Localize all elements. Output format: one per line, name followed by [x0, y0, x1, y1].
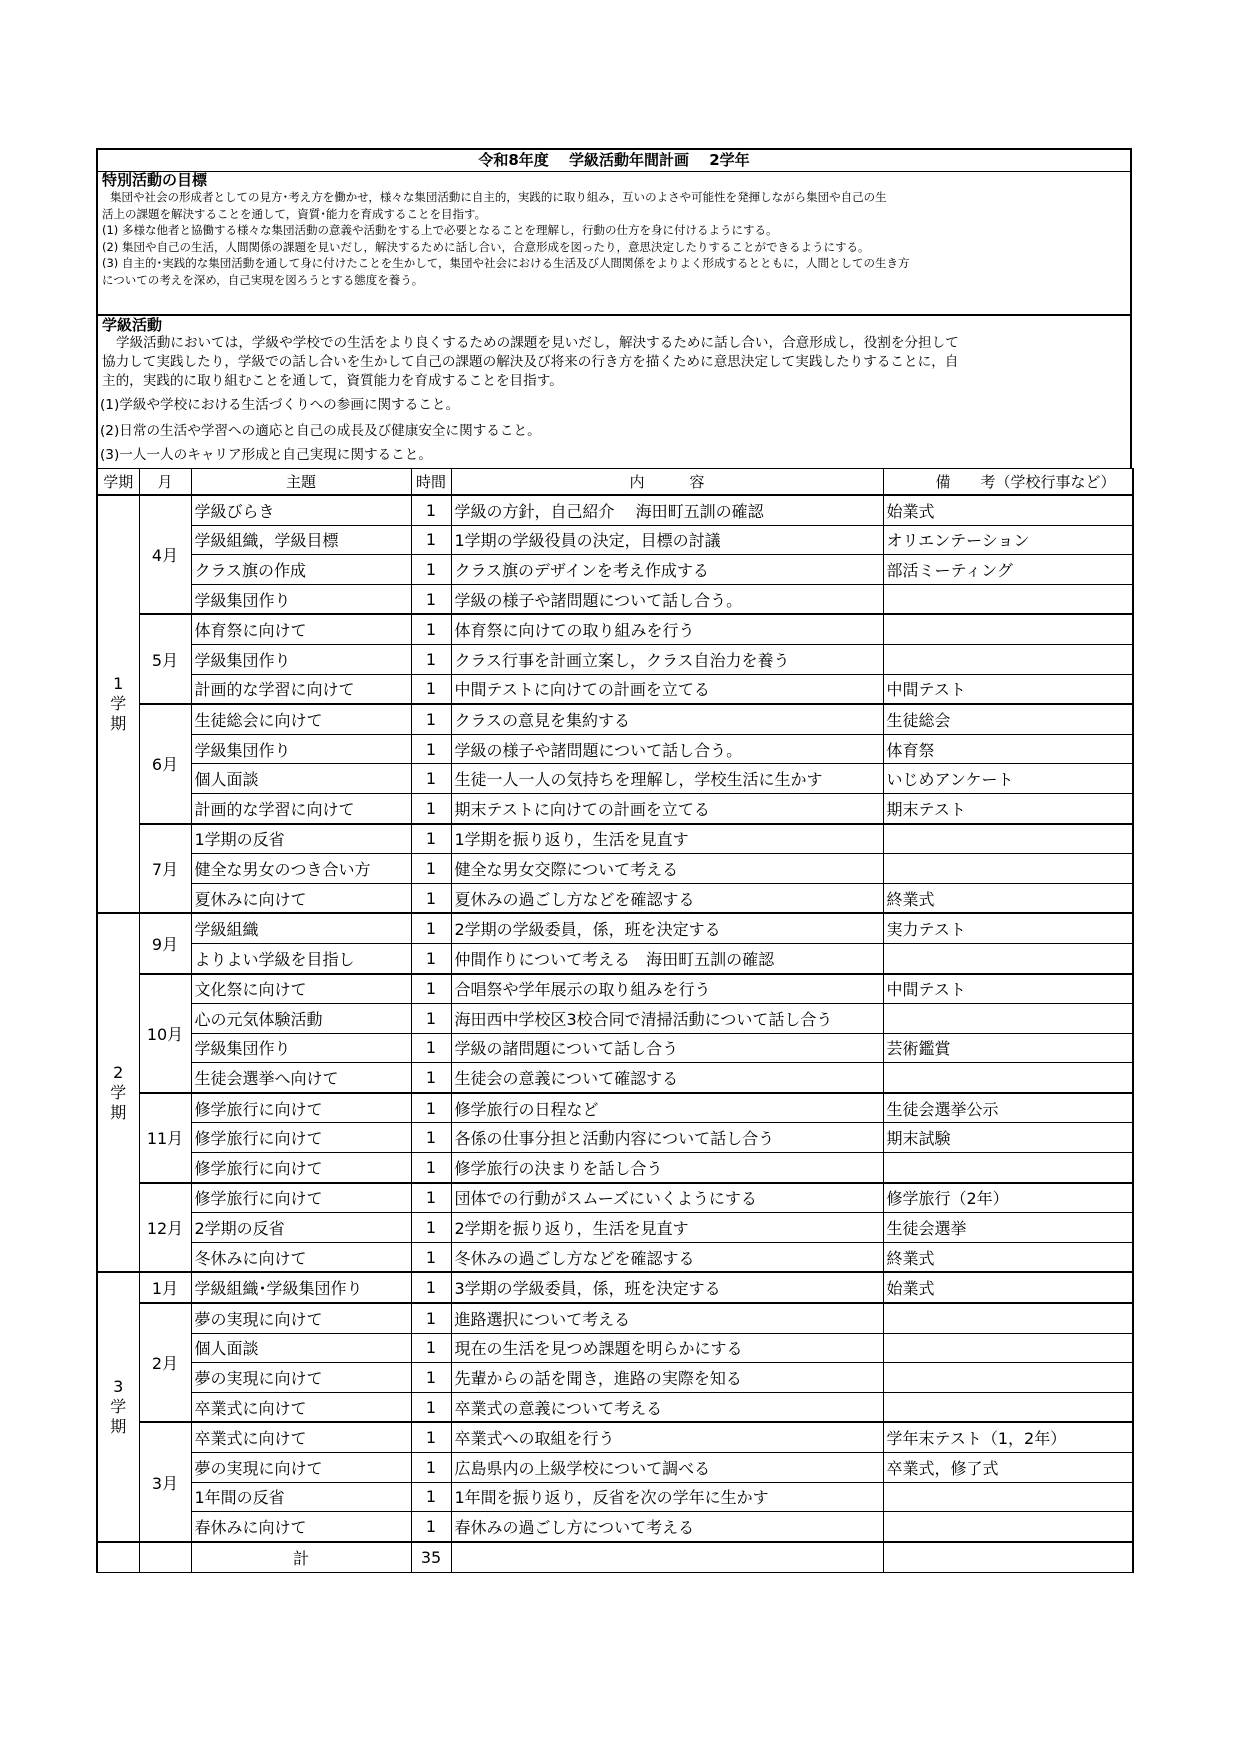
- term-label-char: 学: [110, 694, 127, 714]
- table-row: [97, 1392, 1133, 1422]
- hours-cell: 1: [411, 1272, 451, 1303]
- class-activity-section: [96, 316, 1132, 468]
- content-cell: 生徒会の意義について確認する: [451, 1063, 883, 1093]
- class-activity-item: (3)一人一人のキャリア形成と自己実現に関すること。: [100, 447, 432, 463]
- theme-cell: 学級組織，学級目標: [191, 525, 411, 555]
- notes-cell: 始業式: [883, 1272, 1133, 1303]
- hours-cell: 1: [411, 1453, 451, 1483]
- content-cell: 卒業式への取組を行う: [451, 1422, 883, 1452]
- hours-cell: 1: [411, 1363, 451, 1393]
- theme-cell: 個人面談: [191, 1333, 411, 1363]
- header-hours: 時間: [411, 469, 451, 496]
- content-cell: 体育祭に向けての取り組みを行う: [451, 614, 883, 644]
- notes-cell: 期末テスト: [883, 793, 1133, 823]
- table-row: [97, 1333, 1133, 1363]
- month-label: 2月: [139, 1303, 191, 1422]
- table-row: [97, 1363, 1133, 1393]
- theme-cell: 修学旅行に向けて: [191, 1093, 411, 1123]
- table-header-row: [97, 469, 1133, 496]
- month-label: 9月: [139, 913, 191, 973]
- notes-cell: 部活ミーティング: [883, 555, 1133, 585]
- hours-cell: 1: [411, 854, 451, 884]
- content-cell: 期末テストに向けての計画を立てる: [451, 793, 883, 823]
- hours-cell: 1: [411, 883, 451, 913]
- content-cell: 学級の諸問題について話し合う: [451, 1033, 883, 1063]
- notes-cell: 卒業式，修了式: [883, 1453, 1133, 1483]
- table-row: [97, 764, 1133, 794]
- notes-cell: 体育祭: [883, 734, 1133, 764]
- theme-cell: 健全な男女のつき合い方: [191, 854, 411, 884]
- content-cell: 団体での行動がスムーズにいくようにする: [451, 1183, 883, 1213]
- theme-cell: クラス旗の作成: [191, 555, 411, 585]
- theme-cell: 文化祭に向けて: [191, 974, 411, 1004]
- theme-cell: 夢の実現に向けて: [191, 1303, 411, 1333]
- table-row: [97, 1242, 1133, 1272]
- header-content: 内 容: [451, 469, 883, 496]
- theme-cell: 夢の実現に向けて: [191, 1363, 411, 1393]
- table-row: [97, 793, 1133, 823]
- notes-cell: [883, 1303, 1133, 1333]
- notes-cell: 中間テスト: [883, 974, 1133, 1004]
- content-cell: 各係の仕事分担と活動内容について話し合う: [451, 1123, 883, 1153]
- term-label-char: 1: [113, 674, 124, 694]
- table-row: [97, 1303, 1133, 1333]
- hours-cell: 1: [411, 764, 451, 794]
- theme-cell: 学級組織: [191, 913, 411, 943]
- table-row: [97, 943, 1133, 973]
- table-body: [97, 495, 1133, 1542]
- month-label: 1月: [139, 1272, 191, 1303]
- month-label: 3月: [139, 1422, 191, 1541]
- header-theme: 主題: [191, 469, 411, 496]
- month-label: 4月: [139, 495, 191, 614]
- hours-cell: 1: [411, 1004, 451, 1034]
- content-cell: 先輩からの話を聞き，進路の実際を知る: [451, 1363, 883, 1393]
- theme-cell: 春休みに向けて: [191, 1512, 411, 1542]
- table-row: [97, 974, 1133, 1004]
- table-row: [97, 495, 1133, 525]
- table-row: [97, 1063, 1133, 1093]
- content-cell: クラスの意見を集約する: [451, 704, 883, 734]
- hours-cell: 1: [411, 1093, 451, 1123]
- content-cell: 1学期を振り返り，生活を見直す: [451, 824, 883, 854]
- notes-cell: [883, 1004, 1133, 1034]
- theme-cell: 学級集団作り: [191, 644, 411, 674]
- term-label-char: 期: [110, 1417, 127, 1437]
- hours-cell: 1: [411, 1422, 451, 1452]
- hours-cell: 1: [411, 824, 451, 854]
- content-cell: 中間テストに向けての計画を立てる: [451, 674, 883, 704]
- hours-cell: 1: [411, 734, 451, 764]
- table-row: [97, 644, 1133, 674]
- notes-cell: [883, 1333, 1133, 1363]
- hours-cell: 1: [411, 704, 451, 734]
- table-row: [97, 1123, 1133, 1153]
- term-label-char: 期: [110, 1102, 127, 1122]
- hours-cell: 1: [411, 1123, 451, 1153]
- hours-cell: 1: [411, 1033, 451, 1063]
- content-cell: 修学旅行の日程など: [451, 1093, 883, 1123]
- class-activity-line: 主的，実践的に取り組むことを通して，資質能力を育成することを目指す。: [102, 373, 563, 389]
- total-notes-cell: [883, 1542, 1133, 1573]
- notes-cell: 生徒会選挙: [883, 1213, 1133, 1243]
- notes-cell: 修学旅行（2年）: [883, 1183, 1133, 1213]
- table-row: [97, 854, 1133, 884]
- total-month-cell: [139, 1542, 191, 1573]
- table-row: [97, 704, 1133, 734]
- class-activity-line: 協力して実践したり，学級での話し合いを生かして自己の課題の解決及び将来の行き方を描くために意思決定して実践したりすることに，自: [102, 354, 959, 370]
- notes-cell: 実力テスト: [883, 913, 1133, 943]
- theme-cell: 学級集団作り: [191, 584, 411, 614]
- header-notes: 備 考（学校行事など）: [883, 469, 1133, 496]
- hours-cell: 1: [411, 1512, 451, 1542]
- theme-cell: 生徒会選挙へ向けて: [191, 1063, 411, 1093]
- notes-cell: いじめアンケート: [883, 764, 1133, 794]
- class-activity-heading: 学級活動: [102, 316, 163, 334]
- header-term: 学期: [97, 469, 139, 496]
- table-row: [97, 584, 1133, 614]
- class-activity-item: (2)日常の生活や学習への適応と自己の成長及び健康安全に関すること。: [100, 423, 541, 439]
- special-activity-heading: 特別活動の目標: [102, 171, 208, 189]
- special-line: 集団や社会の形成者としての見方･考え方を働かせ，様々な集団活動に自主的，実践的に取り組み，互いのよさや可能性を発揮しながら集団や自己の生: [110, 190, 887, 204]
- table-row: [97, 1422, 1133, 1452]
- term-label: [97, 1272, 139, 1541]
- class-activity-item: (1)学級や学校における生活づくりへの参画に関すること。: [100, 397, 460, 413]
- table-row: [97, 734, 1133, 764]
- content-cell: 広島県内の上級学校について調べる: [451, 1453, 883, 1483]
- theme-cell: よりよい学級を目指し: [191, 943, 411, 973]
- content-cell: クラス行事を計画立案し，クラス自治力を養う: [451, 644, 883, 674]
- content-cell: クラス旗のデザインを考え作成する: [451, 555, 883, 585]
- hours-cell: 1: [411, 1153, 451, 1183]
- term-label: [97, 495, 139, 913]
- hours-cell: 1: [411, 614, 451, 644]
- term-label-char: 期: [110, 714, 127, 734]
- term-label: [97, 913, 139, 1272]
- month-label: 6月: [139, 704, 191, 823]
- notes-cell: [883, 614, 1133, 644]
- special-line: についての考えを深め，自己実現を図ろうとする態度を養う。: [102, 272, 424, 287]
- notes-cell: [883, 1363, 1133, 1393]
- notes-cell: [883, 943, 1133, 973]
- table-row: [97, 1453, 1133, 1483]
- hours-cell: 1: [411, 943, 451, 973]
- hours-cell: 1: [411, 913, 451, 943]
- term-label-char: 2: [113, 1062, 124, 1082]
- notes-cell: 始業式: [883, 495, 1133, 525]
- notes-cell: オリエンテーション: [883, 525, 1133, 555]
- table-row: [97, 674, 1133, 704]
- hours-cell: 1: [411, 1333, 451, 1363]
- document-frame: [96, 148, 1132, 1573]
- hours-cell: 1: [411, 525, 451, 555]
- hours-cell: 1: [411, 555, 451, 585]
- theme-cell: 心の元気体験活動: [191, 1004, 411, 1034]
- notes-cell: [883, 584, 1133, 614]
- total-term-cell: [97, 1542, 139, 1573]
- table-row: [97, 555, 1133, 585]
- special-activity-goals: [96, 172, 1132, 316]
- theme-cell: 卒業式に向けて: [191, 1422, 411, 1452]
- content-cell: 学級の方針，自己紹介 海田町五訓の確認: [451, 495, 883, 525]
- table-row: [97, 883, 1133, 913]
- table-row: [97, 1512, 1133, 1542]
- special-line: (1) 多様な他者と協働する様々な集団活動の意義や活動をする上で必要となることを理解し，行動の仕方を身に付けるようにする。: [102, 223, 778, 237]
- notes-cell: 生徒総会: [883, 704, 1133, 734]
- content-cell: 冬休みの過ごし方などを確認する: [451, 1242, 883, 1272]
- table-row: [97, 1183, 1133, 1213]
- hours-cell: 1: [411, 644, 451, 674]
- theme-cell: 計画的な学習に向けて: [191, 793, 411, 823]
- notes-cell: 終業式: [883, 883, 1133, 913]
- theme-cell: 学級組織･学級集団作り: [191, 1272, 411, 1303]
- hours-cell: 1: [411, 1242, 451, 1272]
- hours-cell: 1: [411, 1213, 451, 1243]
- notes-cell: [883, 1153, 1133, 1183]
- month-label: 5月: [139, 614, 191, 704]
- notes-cell: [883, 1482, 1133, 1512]
- notes-cell: 終業式: [883, 1242, 1133, 1272]
- theme-cell: 1学期の反省: [191, 824, 411, 854]
- table-row: [97, 824, 1133, 854]
- theme-cell: 体育祭に向けて: [191, 614, 411, 644]
- theme-cell: 修学旅行に向けて: [191, 1183, 411, 1213]
- class-activity-line: 学級活動においては，学級や学校での生活をより良くするための課題を見いだし，解決するために話し合い，合意形成し，役割を分担して: [116, 335, 959, 351]
- theme-cell: 夢の実現に向けて: [191, 1453, 411, 1483]
- content-cell: 1年間を振り返り，反省を次の学年に生かす: [451, 1482, 883, 1512]
- content-cell: 海田西中学校区3校合同で清掃活動について話し合う: [451, 1004, 883, 1034]
- notes-cell: [883, 824, 1133, 854]
- annual-plan-table: [96, 468, 1134, 1573]
- content-cell: 生徒一人一人の気持ちを理解し，学校生活に生かす: [451, 764, 883, 794]
- content-cell: 卒業式の意義について考える: [451, 1392, 883, 1422]
- theme-cell: 2学期の反省: [191, 1213, 411, 1243]
- content-cell: 3学期の学級委員，係，班を決定する: [451, 1272, 883, 1303]
- content-cell: 夏休みの過ごし方などを確認する: [451, 883, 883, 913]
- term-label-char: 3: [113, 1377, 124, 1397]
- theme-cell: 修学旅行に向けて: [191, 1123, 411, 1153]
- content-cell: 学級の様子や諸問題について話し合う。: [451, 584, 883, 614]
- total-row: [97, 1542, 1133, 1573]
- content-cell: 合唱祭や学年展示の取り組みを行う: [451, 974, 883, 1004]
- hours-cell: 1: [411, 495, 451, 525]
- total-content-cell: [451, 1542, 883, 1573]
- hours-cell: 1: [411, 1482, 451, 1512]
- table-row: [97, 525, 1133, 555]
- hours-cell: 1: [411, 1183, 451, 1213]
- table-row: [97, 1153, 1133, 1183]
- content-cell: 2学期の学級委員，係，班を決定する: [451, 913, 883, 943]
- notes-cell: 期末試験: [883, 1123, 1133, 1153]
- table-row: [97, 614, 1133, 644]
- notes-cell: 芸術鑑賞: [883, 1033, 1133, 1063]
- term-label-char: 学: [110, 1397, 127, 1417]
- theme-cell: 生徒総会に向けて: [191, 704, 411, 734]
- notes-cell: [883, 1392, 1133, 1422]
- notes-cell: 生徒会選挙公示: [883, 1093, 1133, 1123]
- table-row: [97, 1004, 1133, 1034]
- hours-cell: 1: [411, 1392, 451, 1422]
- month-label: 11月: [139, 1093, 191, 1183]
- total-label: 計: [191, 1542, 411, 1573]
- content-cell: 1学期の学級役員の決定，目標の討議: [451, 525, 883, 555]
- theme-cell: 夏休みに向けて: [191, 883, 411, 913]
- header-month: 月: [139, 469, 191, 496]
- notes-cell: [883, 1063, 1133, 1093]
- theme-cell: 学級集団作り: [191, 1033, 411, 1063]
- hours-cell: 1: [411, 1303, 451, 1333]
- theme-cell: 学級集団作り: [191, 734, 411, 764]
- notes-cell: 中間テスト: [883, 674, 1133, 704]
- content-cell: 修学旅行の決まりを話し合う: [451, 1153, 883, 1183]
- theme-cell: 計画的な学習に向けて: [191, 674, 411, 704]
- theme-cell: 学級びらき: [191, 495, 411, 525]
- special-line: (2) 集団や自己の生活，人間関係の課題を見いだし，解決するために話し合い，合意形成を図ったり，意思決定したりすることができるようにする。: [102, 239, 870, 254]
- special-line: (3) 自主的･実践的な集団活動を通して身に付けたことを生かして，集団や社会における生活及び人間関係をよりよく形成するとともに，人間としての生き方: [102, 256, 910, 270]
- hours-cell: 1: [411, 793, 451, 823]
- table-row: [97, 1093, 1133, 1123]
- theme-cell: 個人面談: [191, 764, 411, 794]
- notes-cell: [883, 644, 1133, 674]
- hours-cell: 1: [411, 1063, 451, 1093]
- table-row: [97, 913, 1133, 943]
- month-label: 12月: [139, 1183, 191, 1273]
- hours-cell: 1: [411, 974, 451, 1004]
- month-label: 7月: [139, 824, 191, 914]
- table-row: [97, 1033, 1133, 1063]
- page-title: 令和8年度 学級活動年間計画 2学年: [96, 148, 1132, 172]
- notes-cell: [883, 1512, 1133, 1542]
- theme-cell: 卒業式に向けて: [191, 1392, 411, 1422]
- term-label-char: 学: [110, 1082, 127, 1102]
- month-label: 10月: [139, 974, 191, 1093]
- content-cell: 仲間作りについて考える 海田町五訓の確認: [451, 943, 883, 973]
- content-cell: 2学期を振り返り，生活を見直す: [451, 1213, 883, 1243]
- total-hours: 35: [411, 1542, 451, 1573]
- content-cell: 学級の様子や諸問題について話し合う。: [451, 734, 883, 764]
- theme-cell: 修学旅行に向けて: [191, 1153, 411, 1183]
- table-row: [97, 1272, 1133, 1303]
- notes-cell: [883, 854, 1133, 884]
- table-row: [97, 1213, 1133, 1243]
- content-cell: 健全な男女交際について考える: [451, 854, 883, 884]
- content-cell: 現在の生活を見つめ課題を明らかにする: [451, 1333, 883, 1363]
- hours-cell: 1: [411, 674, 451, 704]
- theme-cell: 冬休みに向けて: [191, 1242, 411, 1272]
- content-cell: 進路選択について考える: [451, 1303, 883, 1333]
- special-line: 活上の課題を解決することを通して，資質･能力を育成することを目指す。: [102, 206, 487, 221]
- content-cell: 春休みの過ごし方について考える: [451, 1512, 883, 1542]
- notes-cell: 学年末テスト（1，2年）: [883, 1422, 1133, 1452]
- theme-cell: 1年間の反省: [191, 1482, 411, 1512]
- table-row: [97, 1482, 1133, 1512]
- hours-cell: 1: [411, 584, 451, 614]
